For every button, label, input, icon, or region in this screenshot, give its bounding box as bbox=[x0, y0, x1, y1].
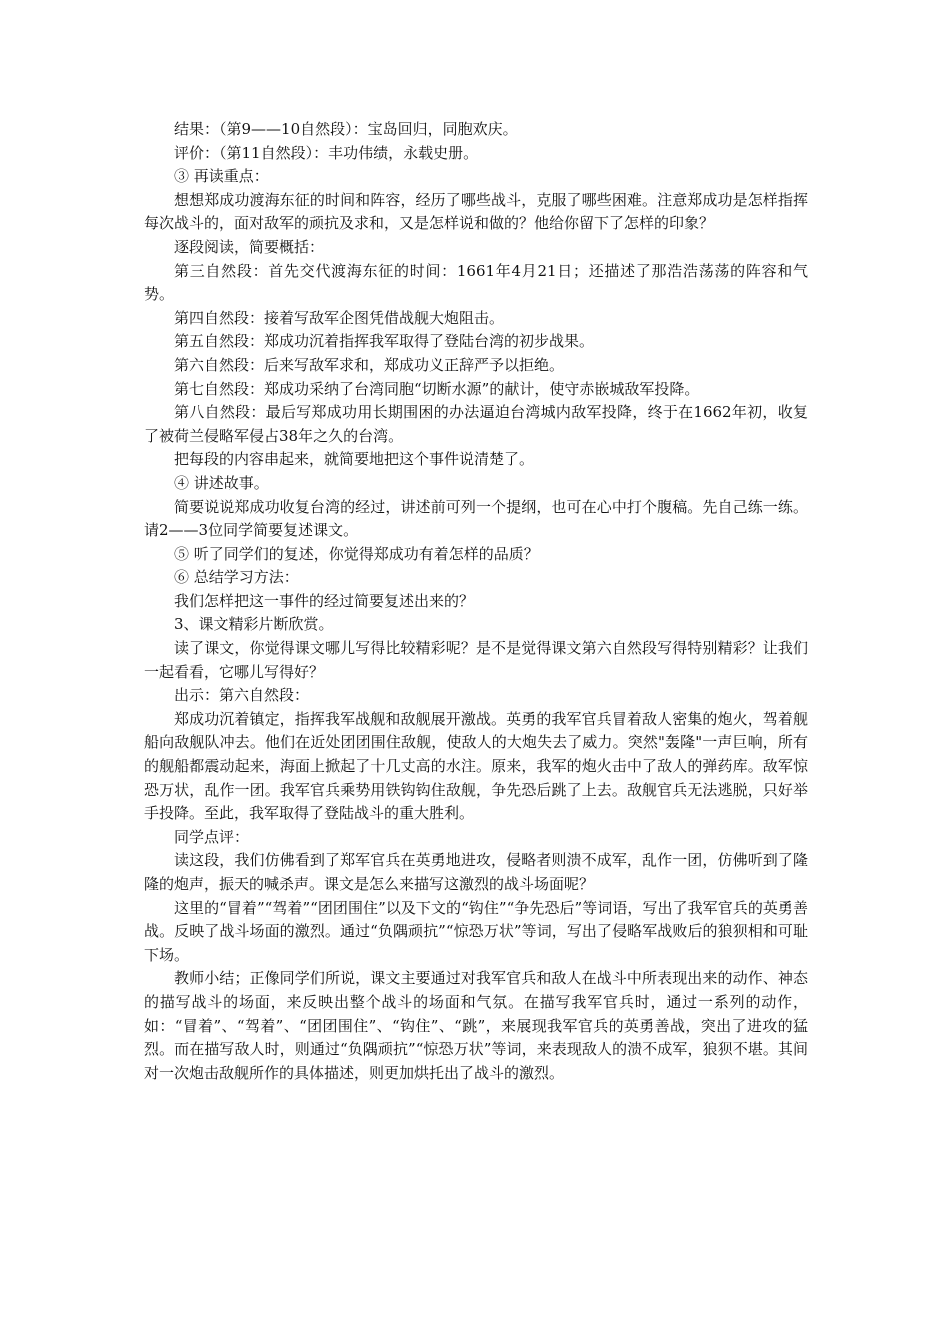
paragraph: 第六自然段：后来写敌军求和，郑成功义正辞严予以拒绝。 bbox=[174, 355, 565, 374]
paragraph: 第七自然段：郑成功采纳了台湾同胞“切断水源”的献计，使守赤嵌城敌军投降。 bbox=[174, 379, 700, 398]
paragraph: ④ 讲述故事。 bbox=[174, 473, 269, 492]
paragraph: 我们怎样把这一事件的经过简要复述出来的？ bbox=[174, 591, 475, 610]
paragraph: 评价：（第11自然段）：丰功伟绩，永载史册。 bbox=[174, 143, 479, 162]
paragraph: ⑤ 听了同学们的复述，你觉得郑成功有着怎样的品质？ bbox=[174, 544, 539, 563]
paragraph: 同学点评： bbox=[174, 827, 250, 846]
quoted-passage: 郑成功沉着镇定，指挥我军战舰和敌舰展开激战。英勇的我军官兵冒着敌人密集的炮火，驾着舰船向敌舰队冲去。他们在近处团团围住敌舰，使敌人的大炮失去了威力。突然"轰隆"一声巨响，所有的舰船都震动起来，海面上掀起了十几丈高的水注。原来，我军的炮火击中了敌人的弹药库。敌军惊恐万状，乱作一团。我军官兵乘势用铁钩钩住敌舰，争先恐后跳了上去。敌舰官兵无法逃脱，只好举手投降。至此，我军取得了登陆战斗的重大胜利。 bbox=[144, 709, 808, 823]
section-heading: 3、课文精彩片断欣赏。 bbox=[174, 615, 334, 634]
paragraph: 这里的“冒着”“驾着”“团团围住”以及下文的“钩住”“争先恐后”等词语，写出了我军官兵的英勇善战。反映了战斗场面的激烈。通过“负隅顽抗”“惊恐万状”等词，写出了侵略军战败后的狼狈相和可耻下场。 bbox=[144, 898, 808, 964]
paragraph: 逐段阅读，简要概括： bbox=[174, 237, 325, 256]
paragraph: 想想郑成功渡海东征的时间和阵容，经历了哪些战斗，克服了哪些困难。注意郑成功是怎样指挥每次战斗的，面对敌军的顽抗及求和，又是怎样说和做的？他给你留下了怎样的印象？ bbox=[144, 190, 808, 233]
paragraph: 第八自然段：最后写郑成功用长期围困的办法逼迫台湾城内敌军投降，终于在1662年初，收复了被荷兰侵略军侵占38年之久的台湾。 bbox=[144, 403, 808, 445]
paragraph: 读了课文，你觉得课文哪儿写得比较精彩呢？是不是觉得课文第六自然段写得特别精彩？让我们一起看看，它哪儿写得好？ bbox=[144, 639, 808, 681]
document-body bbox=[144, 118, 808, 1085]
paragraph: ⑥ 总结学习方法： bbox=[174, 568, 299, 587]
paragraph: ③ 再读重点： bbox=[174, 167, 269, 186]
paragraph: 第四自然段：接着写敌军企图凭借战舰大炮阻击。 bbox=[174, 308, 505, 327]
paragraph: 把每段的内容串起来，就简要地把这个事件说清楚了。 bbox=[174, 450, 535, 469]
paragraph: 读这段，我们仿佛看到了郑军官兵在英勇地进攻，侵略者则溃不成军，乱作一团，仿佛听到了隆隆的炮声，振天的喊杀声。课文是怎么来描写这激烈的战斗场面呢？ bbox=[144, 851, 808, 893]
paragraph: 结果：（第9——10自然段）：宝岛回归，同胞欢庆。 bbox=[174, 120, 518, 138]
paragraph: 出示：第六自然段： bbox=[174, 686, 310, 705]
paragraph: 教师小结；正像同学们所说，课文主要通过对我军官兵和敌人在战斗中所表现出来的动作、神态的描写战斗的场面，来反映出整个战斗的场面和气氛。在描写我军官兵时，通过一系列的动作，如：“冒着”、“驾着”、“团团围住”、“钩住”、“跳”，来展现我军官兵的英勇善战，突出了进攻的猛烈。而在描写敌人时，则通过“负隅顽抗”“惊恐万状”等词，来表现敌人的溃不成军，狼狈不堪。其间对一次炮击敌舰所作的具体描述，则更加烘托出了战斗的激烈。 bbox=[144, 969, 808, 1082]
paragraph: 简要说说郑成功收复台湾的经过，讲述前可列一个提纲，也可在心中打个腹稿。先自己练一练。请2——3位同学简要复述课文。 bbox=[144, 497, 808, 540]
paragraph: 第三自然段：首先交代渡海东征的时间：1661年4月21日；还描述了那浩浩荡荡的阵容和气势。 bbox=[144, 261, 808, 304]
paragraph: 第五自然段：郑成功沉着指挥我军取得了登陆台湾的初步战果。 bbox=[174, 332, 595, 351]
